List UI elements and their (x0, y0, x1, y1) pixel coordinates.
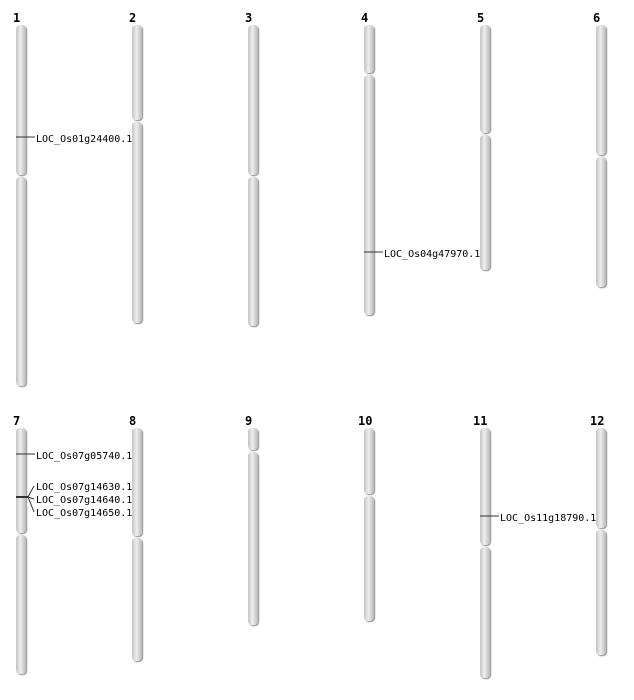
gene-label: LOC_Os07g14650.1 (36, 508, 133, 519)
chromosome-q-arm (596, 530, 606, 655)
chromosome-5 (477, 11, 490, 270)
chromosome-label: 11 (473, 414, 488, 428)
chromosome-label: 8 (129, 414, 137, 428)
chromosome-q-arm (480, 547, 490, 678)
chromosome-label: 6 (593, 11, 601, 25)
chromosome-p-arm (364, 25, 374, 73)
chromosome-6 (593, 11, 606, 287)
chromosome-1 (13, 11, 132, 386)
chromosome-label: 3 (245, 11, 253, 25)
chromosome-q-arm (596, 157, 606, 287)
chromosome-4 (361, 11, 480, 315)
chromosome-p-arm (480, 25, 490, 133)
chromosome-label: 2 (129, 11, 137, 25)
gene-connector (28, 497, 34, 512)
chromosome-p-arm (248, 428, 258, 450)
chromosome-q-arm (248, 177, 258, 326)
chromosome-label: 7 (13, 414, 21, 428)
chromosome-q-arm (248, 452, 258, 625)
chromosome-3 (245, 11, 258, 326)
chromosome-q-arm (480, 135, 490, 270)
chromosome-label: 5 (477, 11, 485, 25)
chromosome-p-arm (364, 428, 374, 494)
chromosome-10 (358, 414, 374, 621)
gene-label: LOC_Os01g24400.1 (36, 134, 133, 145)
chromosome-q-arm (16, 535, 26, 674)
chromosome-7 (13, 414, 132, 674)
gene-label: LOC_Os11g18790.1 (500, 513, 597, 524)
chromosome-2 (129, 11, 142, 323)
chromosome-p-arm (132, 25, 142, 120)
chromosome-q-arm (132, 122, 142, 323)
chromosome-label: 1 (13, 11, 21, 25)
chromosome-label: 10 (358, 414, 373, 428)
chromosome-label: 9 (245, 414, 253, 428)
gene-label: LOC_Os04g47970.1 (384, 249, 481, 260)
chromosome-p-arm (248, 25, 258, 175)
chromosome-q-arm (364, 496, 374, 621)
chromosome-p-arm (596, 428, 606, 528)
chromosome-label: 12 (590, 414, 605, 428)
gene-label: LOC_Os07g05740.1 (36, 451, 133, 462)
chromosome-11 (473, 414, 596, 678)
chromosome-p-arm (16, 428, 26, 533)
chromosome-p-arm (596, 25, 606, 155)
gene-label: LOC_Os07g14630.1 (36, 482, 133, 493)
chromosome-p-arm (480, 428, 490, 545)
chromosome-q-arm (132, 538, 142, 661)
chromosome-p-arm (16, 25, 26, 175)
chromosome-9 (245, 414, 258, 625)
gene-label: LOC_Os07g14640.1 (36, 495, 133, 506)
chromosome-q-arm (364, 75, 374, 315)
chromosome-label: 4 (361, 11, 369, 25)
chromosome-q-arm (16, 177, 26, 386)
chromosome-p-arm (132, 428, 142, 536)
chromosome-12 (590, 414, 606, 655)
gene-connector (28, 486, 34, 497)
